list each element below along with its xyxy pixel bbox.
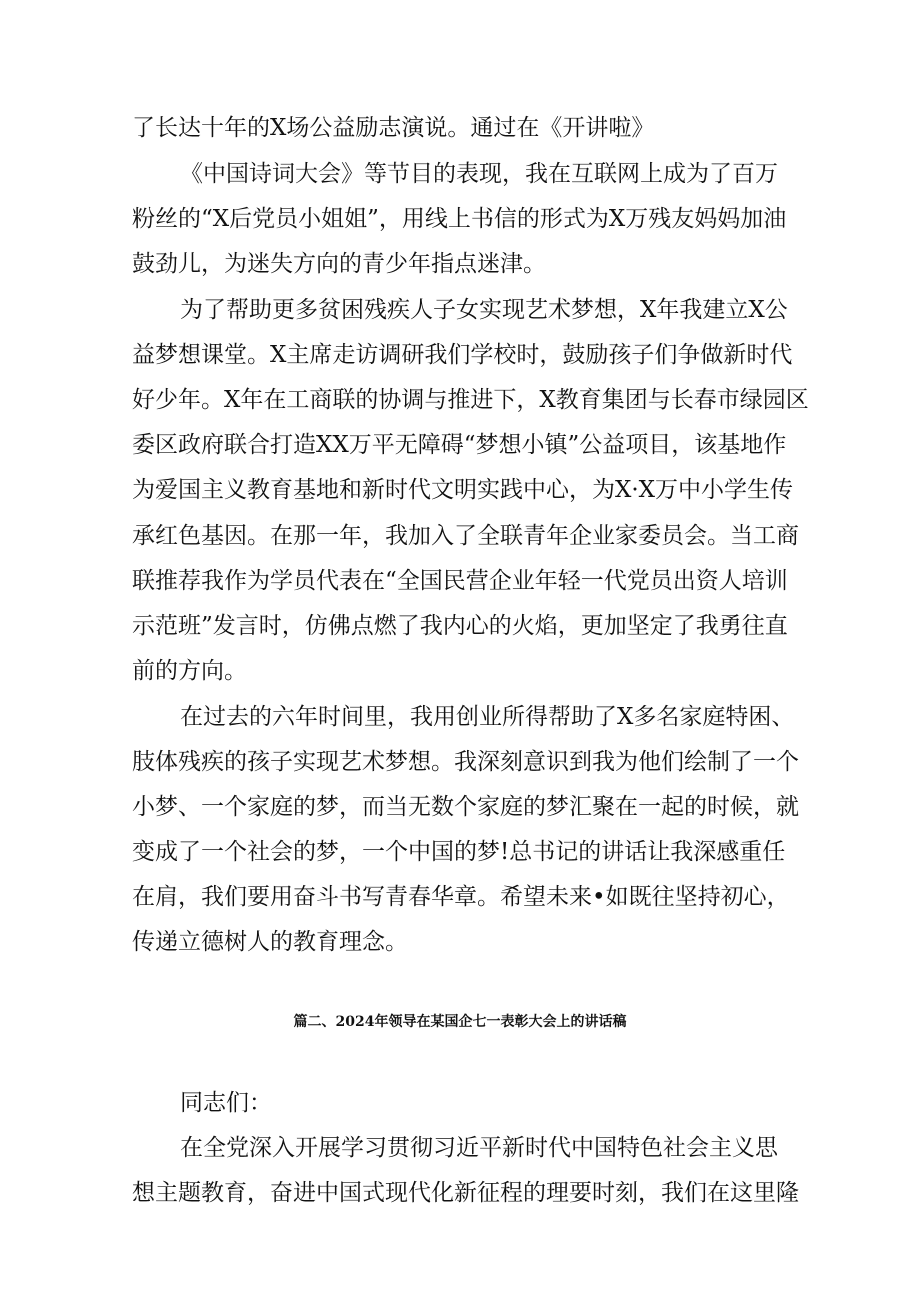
section-heading: 篇二、2024年领导在某国企七一表彰大会上的讲话稿	[293, 1014, 627, 1030]
text-line: 联推荐我作为学员代表在“全国民营企业年轻一代党员出资人培训	[132, 568, 788, 594]
text-line: 为了帮助更多贫困残疾人子女实现艺术梦想，X年我建立X公	[180, 297, 788, 323]
text-line: 委区政府联合打造XX万平无障碍“梦想小镇”公益项目，该基地作	[132, 432, 787, 458]
text-line: 《中国诗词大会》等节目的表现，我在互联网上成为了百万	[180, 161, 778, 187]
text-line: 了长达十年的X场公益励志演说。通过在《开讲啦》	[132, 115, 655, 141]
text-line: 鼓劲儿，为迷失方向的青少年指点迷津。	[132, 251, 546, 277]
text-line: 肢体残疾的孩子实现艺术梦想。我深刻意识到我为他们绘制了一个	[132, 749, 799, 775]
text-line: 传递立德树人的教育理念。	[132, 929, 408, 955]
salutation: 同志们：	[180, 1090, 272, 1116]
text-line: 益梦想课堂。X主席走访调研我们学校时，鼓励孩子们争做新时代	[132, 342, 793, 368]
text-line: 在过去的六年时间里，我用创业所得帮助了X多名家庭特困、	[180, 704, 795, 730]
text-line: 为爱国主义教育基地和新时代文明实践中心，为X·X万中小学生传	[132, 477, 794, 503]
text-line: 在肩，我们要用奋斗书写青春华章。希望未来•如既往坚持初心，	[132, 884, 790, 910]
text-line: 好少年。X年在工商联的协调与推进下，X教育集团与长春市绿园区	[132, 387, 809, 413]
text-line: 小梦、一个家庭的梦，而当无数个家庭的梦汇聚在一起的时候，就	[132, 794, 799, 820]
text-line: 在全党深入开展学习贯彻习近平新时代中国特色社会主义思	[180, 1135, 778, 1161]
text-line: 前的方向。	[132, 658, 247, 684]
text-line: 想主题教育，奋进中国式现代化新征程的理要时刻，我们在这里隆	[132, 1180, 799, 1206]
text-line: 粉丝的“X后党员小姐姐”，用线上书信的形式为X万残友妈妈加油	[132, 206, 787, 232]
text-line: 示范班”发言时，仿佛点燃了我内心的火焰，更加坚定了我勇往直	[132, 613, 788, 639]
text-line: 承红色基因。在那一年，我加入了全联青年企业家委员会。当工商	[132, 523, 799, 549]
text-line: 变成了一个社会的梦，一个中国的梦!总书记的讲话让我深感重任	[132, 839, 786, 865]
